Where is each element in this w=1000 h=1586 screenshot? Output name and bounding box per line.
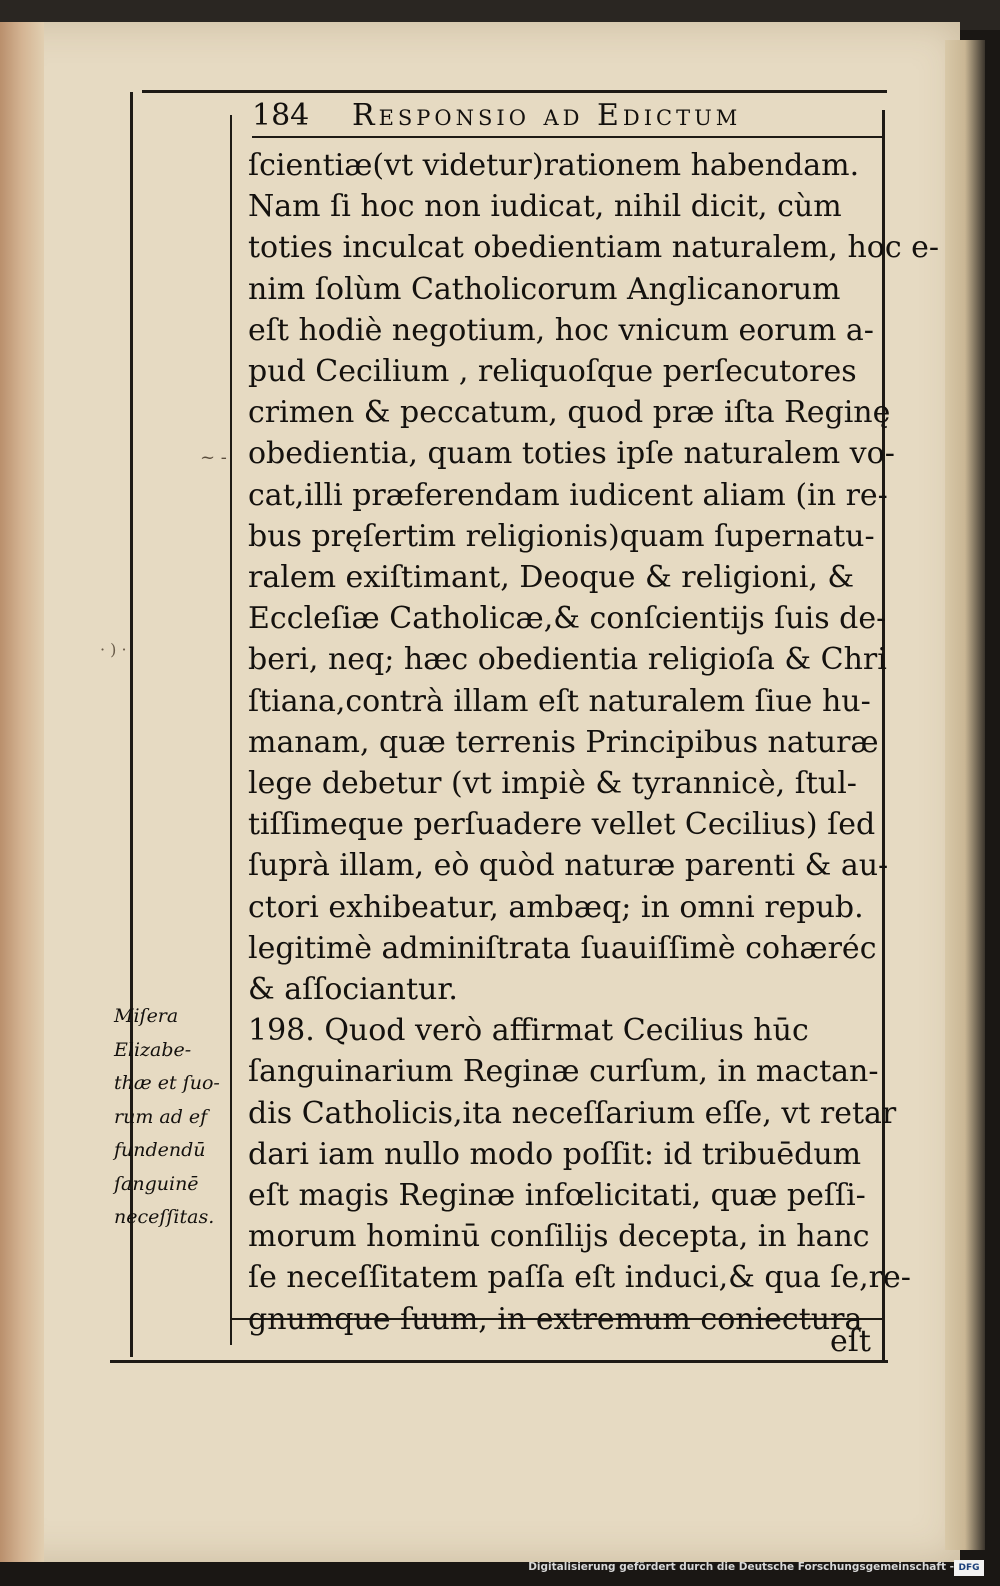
page-left-edge [0,22,44,1562]
marginal-note-line: Miſera [114,1005,179,1027]
header-rule [252,136,882,138]
text-line: Nam ſi hoc non iudicat, nihil dicit, cùm [248,189,842,225]
text-line: eſt magis Reginæ infœlicitati, quæ peſſi- [248,1178,866,1214]
text-line: dis Catholicis,ita neceſſarium eſſe, vt retar [248,1095,897,1131]
frame-rule-bottom [110,1360,888,1363]
text-line: bus pręſertim religionis)quam ſupernatu- [248,518,875,554]
text-line: ſtiana,contrà illam eſt naturalem ſiue hu- [248,683,871,719]
catchword: eſt [830,1324,871,1359]
digitization-credit: Digitalisierung gefördert durch die Deutsche Forschungsgemeinschaft - [528,1561,954,1573]
text-line: ſuprà illam, eò quòd naturæ parenti & au- [248,848,889,884]
text-line: tiſſimeque perſuadere vellet Cecilius) ſed [248,807,876,843]
text-line: ralem exiſtimant, Deoque & religioni, & [248,560,855,596]
margin-annotation-mark: ~ - [200,447,227,468]
page-number: 184 [252,98,310,133]
marginal-note-line: ſanguinē [114,1172,199,1195]
page-right-edge [945,40,985,1550]
text-line: lege debetur (vt impiè & tyrannicè, ſtul- [248,766,857,802]
frame-rule-top [142,90,887,93]
text-line: 198. Quod verò affirmat Cecilius hūc [248,1013,809,1049]
text-line: crimen & peccatum, quod præ iſta Reginę [248,395,891,431]
text-line: pud Cecilium , reliquoſque perſecutores [248,354,857,390]
text-line: nim ſolùm Catholicorum Anglicanorum [248,271,841,307]
text-line: ſcientiæ(vt videtur)rationem habendam. [248,148,860,183]
text-line: manam, quæ terrenis Principibus naturæ [248,724,879,760]
main-text-block [248,145,940,1340]
text-line: ſe neceſſitatem paſſa eſt induci,& qua ſe,re- [248,1260,911,1296]
text-line: eſt hodiè negotium, hoc vnicum eorum a- [248,312,874,348]
text-line: cat,illi præferendam iudicent aliam (in re- [248,477,888,513]
dfg-logo: DFG [954,1560,984,1576]
marginal-note-line: neceſſitas. [114,1206,215,1228]
text-line: Eccleſiæ Catholicæ,& conſcientijs ſuis de- [248,601,887,637]
text-line: legitimè adminiſtrata ſuauiſſimè cohæréc [248,930,877,966]
text-line: morum hominū conſilijs decepta, in hanc [248,1219,870,1255]
marginal-note-line: rum ad ef [114,1105,208,1128]
running-title: Responsio ad Edictum [352,98,742,133]
marginal-note-line: fundendū [114,1139,206,1161]
margin-annotation-mark: · ) · [100,640,127,659]
text-line: ctori exhibeatur, ambæq; in omni repub. [248,889,864,925]
marginal-note-line: Elizabe- [114,1038,192,1061]
text-line: beri, neq; hæc obedientia religioſa & Chri [248,642,887,678]
text-line: obedientia, quam toties ipſe naturalem vo- [248,436,895,472]
text-line: toties inculcat obedientiam naturalem, hoc e- [248,230,940,266]
text-line: gnumque ſuum, in extremum coniectura [248,1301,863,1337]
text-line: ſanguinarium Reginæ curſum, in mactan- [248,1054,879,1090]
text-line: dari iam nullo modo poſſit: id tribuēdum [248,1136,862,1172]
text-line: & aſſociantur. [248,972,458,1008]
marginal-note-line: thæ et ſuo- [114,1072,220,1094]
marginal-note [114,1000,232,1235]
